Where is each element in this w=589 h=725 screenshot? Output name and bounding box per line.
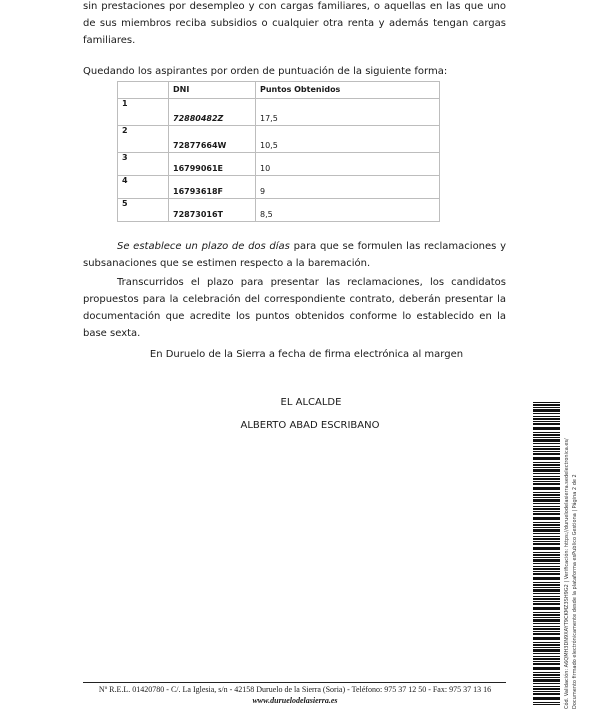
footer-website: www.duruelodelasierra.es [252,696,338,705]
dni-cell [169,176,256,199]
validation-barcode [533,402,560,705]
points-cell [256,199,440,222]
points-value: 9 [260,187,266,196]
rank-number: 3 [122,153,128,162]
table-row [118,176,440,199]
claims-paragraph [83,238,506,272]
header-points: Puntos Obtenidos [256,82,440,99]
rank-number: 2 [122,126,128,135]
points-value: 10 [260,164,271,173]
place-date: En Duruelo de la Sierra a fecha de firma electrónica al margen [149,349,464,360]
ranking-lead: Quedando los aspirantes por orden de puntuación de la siguiente forma: [83,66,448,77]
dni-value: 72873016T [173,210,223,219]
header-dni: DNI [169,82,256,99]
table-row [118,126,440,153]
ranking-table [117,81,440,222]
rank-number: 5 [122,199,128,208]
intro-paragraph: sin prestaciones por desempleo y con cargas familiares, o aquellas en las que uno de sus miembros reciba subsidios o cualquier otra renta y además tengan cargas familiares. [83,1,506,46]
rank-cell [118,176,169,199]
table-row [118,199,440,222]
signer-name: ALBERTO ABAD ESCRIBANO [240,420,380,431]
points-cell [256,153,440,176]
dni-cell [169,199,256,222]
dni-cell [169,99,256,126]
documentation-paragraph [83,274,506,342]
header-position [118,82,169,99]
points-cell [256,176,440,199]
dni-value: 72877664W [173,141,227,150]
claims-deadline: Se establece un plazo de dos días [117,241,290,252]
rank-number: 4 [122,176,128,185]
ranking-header-row [118,82,440,99]
rank-cell [118,99,169,126]
points-value: 10,5 [260,141,278,150]
rank-cell [118,126,169,153]
rank-number: 1 [122,99,128,108]
dni-cell [169,153,256,176]
table-row [118,99,440,126]
rank-cell [118,153,169,176]
points-cell [256,126,440,153]
points-value: 17,5 [260,114,278,123]
dni-value: 72880482Z [173,114,224,123]
points-cell [256,99,440,126]
validation-code-text: Cód. Validación: A6QMH3DN9XAYT9CKMZ3SH9G2 | Verificación: https://duruelodelasierra.sedelectronica.es/ [564,438,570,709]
documentation-text: Transcurridos el plazo para presentar las reclamaciones, los candidatos propuestos para la celebración del correspondiente contrato, deberán presentar la documentación que acredite los puntos obtenidos conforme lo establecido en la base sexta. [83,277,506,339]
claims-text: para que se formulen las reclamaciones y subsanaciones que se estimen respecto a la baremación. [83,241,506,269]
footer-divider [83,682,506,683]
rank-cell [118,199,169,222]
signer-role: EL ALCALDE [280,397,342,408]
footer-address: Nº R.E.L. 01420780 - C/. La Iglesia, s/n - 42158 Duruelo de la Sierra (Soria) - Teléfono: 975 37 12 50 - Fax: 975 37 13 16 [98,685,492,694]
table-row [118,153,440,176]
dni-cell [169,126,256,153]
dni-value: 16793618F [173,187,223,196]
points-value: 8,5 [260,210,273,219]
signature-platform-text: Documento firmado electrónicamente desde la plataforma esPublico Gestiona | Página 2 de 2 [572,474,578,709]
dni-value: 16799061E [173,164,223,173]
